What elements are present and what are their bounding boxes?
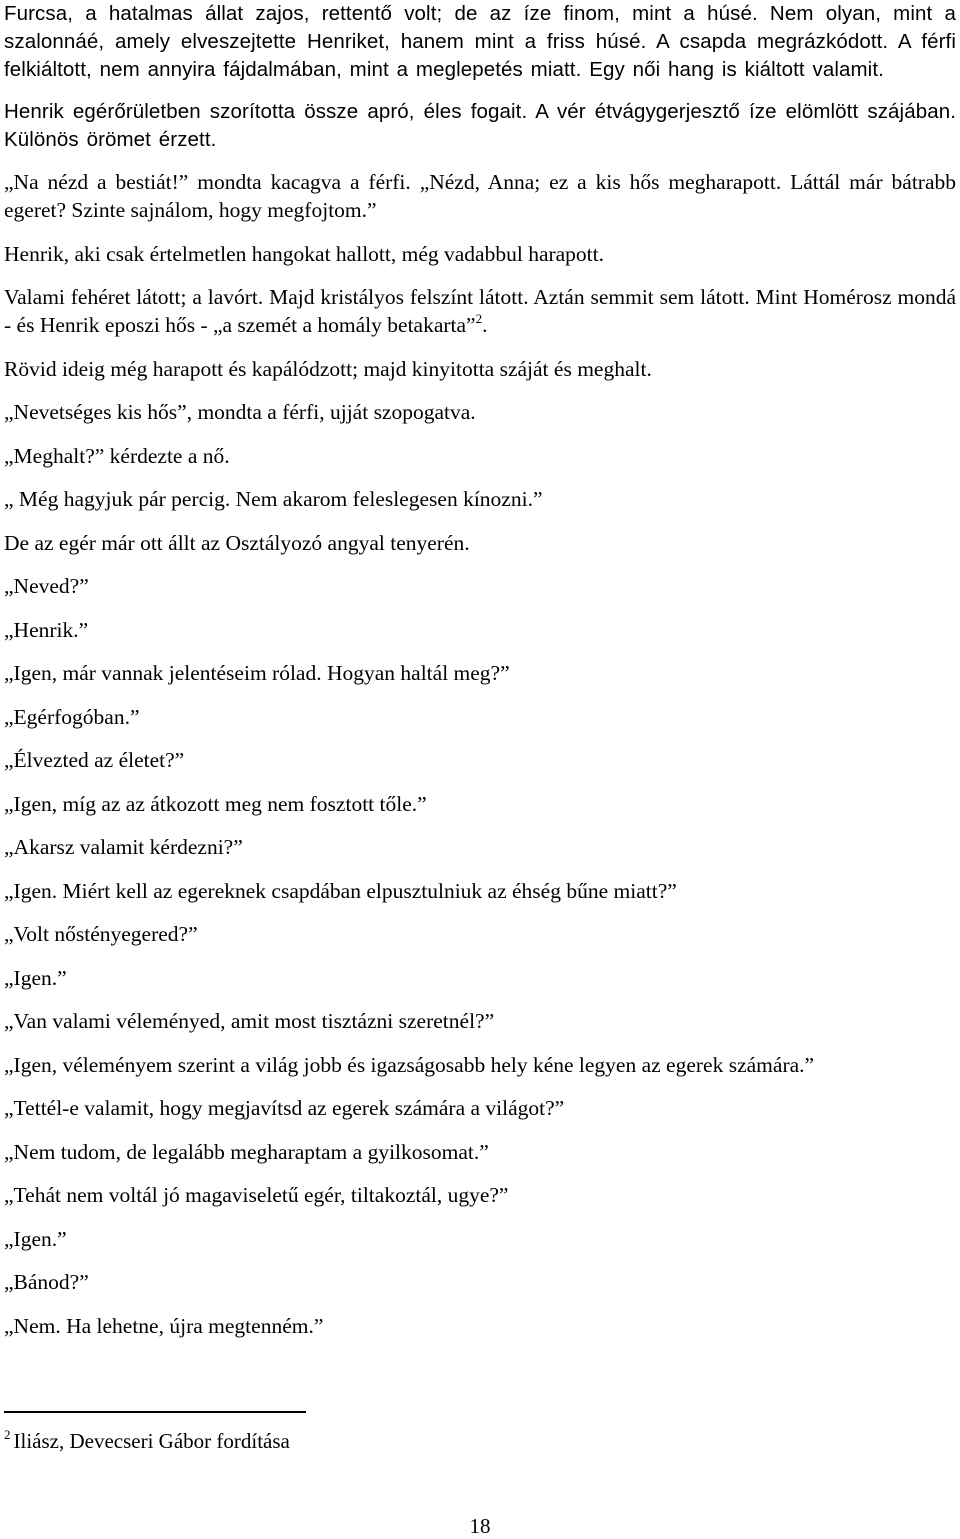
dialogue-line: „Nevetséges kis hős”, mondta a férfi, ujját szopogatva. [4,400,476,424]
dialogue-line: „Van valami véleményed, amit most tisztázni szeretnél?” [4,1009,495,1033]
dialogue-line: „Élvezted az életet?” [4,748,185,772]
paragraph-text-end: . [482,313,488,337]
dialogue-line: „Egérfogóban.” [4,704,140,729]
paragraph: Henrik egérőrületben szorította össze apró, éles fogait. A vér étvágygerjesztő íze elömlött szájában. Különös örömet érzett. [4,100,956,151]
dialogue-line: „Meghalt?” kérdezte a nő. [4,443,230,468]
paragraph: „Na nézd a bestiát!” mondta kacagva a férfi. „Nézd, Anna; ez a kis hős megharapott. Láttál már bátrabb egeret? Szinte sajnálom, hogy megfojtom.” [4,170,956,222]
dialogue-line: „Igen.” [4,965,67,990]
paragraph-text: Valami fehéret látott; a lavórt. Majd kristályos felszínt látott. Aztán semmit sem látott. Mint Homérosz mondá - és Henrik eposzi hős - „a szemét a homály betakarta” [4,285,956,337]
dialogue-line: „Igen, míg az az átkozott meg nem fosztott tőle.” [4,791,427,816]
dialogue-line: „Igen. Miért kell az egereknek csapdában elpusztulniuk az éhség bűne miatt?” [4,878,677,903]
paragraph: Rövid ideig még harapott és kapálódzott; majd kinyitotta száját és meghalt. [4,356,652,381]
dialogue-line: „Nem tudom, de legalább megharaptam a gyilkosomat.” [4,1139,489,1164]
paragraph [4,283,956,339]
dialogue-line: „Nem. Ha lehetne, újra megtenném.” [4,1313,324,1338]
footnote [4,1427,290,1455]
dialogue-line: „Henrik.” [4,617,89,642]
dialogue-line: „Tettél-e valamit, hogy megjavítsd az egerek számára a világot?” [4,1096,565,1120]
page-number: 18 [469,1514,491,1538]
dialogue-line: „Akarsz valamit kérdezni?” [4,835,243,859]
paragraph: De az egér már ott állt az Osztályozó angyal tenyerén. [4,530,470,555]
footnote-reference: 2 [475,311,483,326]
dialogue-line: „Volt nőstényegered?” [4,922,198,946]
page-body [4,0,956,1340]
dialogue-line: „Neved?” [4,574,89,598]
paragraph: Furcsa, a hatalmas állat zajos, rettentő volt; de az íze finom, mint a húsé. Nem olyan, mint a szalonnáé, amely elveszejtette Henriket, hanem mint a friss húsé. A csapda megrázkódott. A férfi felkiáltott, nem annyira fájdalmában, mint a meglepetés miatt. Egy női hang is kiáltott valamit. [4,2,956,81]
dialogue-line: „Bánod?” [4,1270,89,1294]
dialogue-line: „Igen, már vannak jelentéseim rólad. Hogyan haltál meg?” [4,661,510,685]
dialogue-line: „Igen, véleményem szerint a világ jobb és igazságosabb hely kéne legyen az egerek számára.” [4,1052,815,1077]
footnote-divider [4,1411,306,1413]
dialogue-line: „ Még hagyjuk pár percig. Nem akarom feleslegesen kínozni.” [4,487,543,511]
dialogue-line: „Tehát nem voltál jó magaviseletű egér, tiltakoztál, ugye?” [4,1183,509,1207]
dialogue-line: „Igen.” [4,1226,67,1251]
paragraph: Henrik, aki csak értelmetlen hangokat hallott, még vadabbul harapott. [4,241,605,266]
footnote-marker: 2 [4,1427,11,1442]
footnote-text: Iliász, Devecseri Gábor fordítása [13,1429,290,1453]
